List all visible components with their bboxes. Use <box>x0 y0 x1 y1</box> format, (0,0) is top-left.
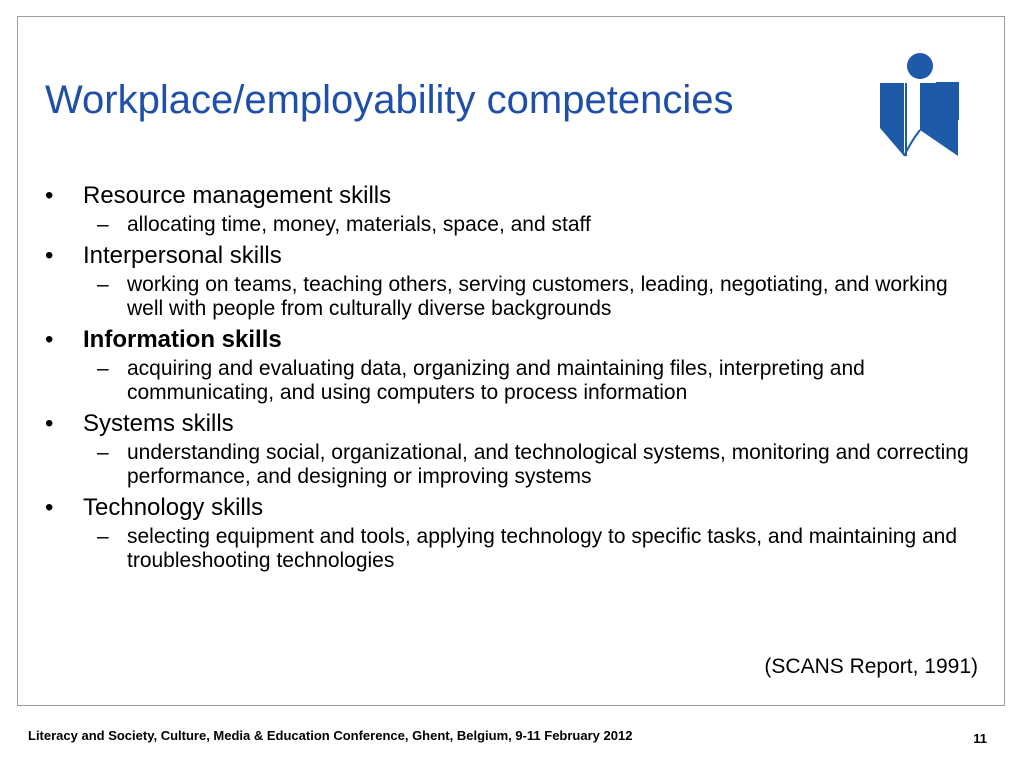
footer-conference: Literacy and Society, Culture, Media & Education Conference, Ghent, Belgium, 9-11 February 2012 <box>28 728 633 743</box>
sub-marker: – <box>97 357 109 380</box>
bullet-heading: Information skills <box>83 326 282 353</box>
sub-item-text: allocating time, money, materials, space, and staff <box>127 213 591 236</box>
sub-item-text: acquiring and evaluating data, organizing and maintaining files, interpreting and communicating, and using computers to process information <box>127 357 865 404</box>
sub-marker: – <box>97 213 109 236</box>
bullet-heading: Technology skills <box>83 494 264 521</box>
sub-item-interpersonal <box>45 273 985 321</box>
sub-item-information <box>45 357 985 405</box>
bullet-item-interpersonal <box>45 241 985 271</box>
bullet-heading: Interpersonal skills <box>83 242 282 269</box>
citation: (SCANS Report, 1991) <box>764 655 978 678</box>
slide-title: Workplace/employability competencies <box>45 78 734 122</box>
bullet-heading: Systems skills <box>83 410 234 437</box>
bullet-marker: • <box>45 242 54 269</box>
sub-marker: – <box>97 441 109 464</box>
sub-item-technology <box>45 525 985 573</box>
bullet-item-technology <box>45 493 985 523</box>
sub-item-text: understanding social, organizational, and technological systems, monitoring and correcting performance, and designing or improving systems <box>127 441 969 488</box>
bullet-marker: • <box>45 182 54 209</box>
sub-item-text: selecting equipment and tools, applying technology to specific tasks, and maintaining and troubleshooting technologies <box>127 525 958 572</box>
bullet-marker: • <box>45 410 54 437</box>
sub-item-text: working on teams, teaching others, serving customers, leading, negotiating, and working well with people from culturally diverse backgrounds <box>127 273 948 320</box>
bullet-heading: Resource management skills <box>83 182 392 209</box>
page-number: 11 <box>973 731 987 746</box>
sub-item-systems <box>45 441 985 489</box>
bullet-marker: • <box>45 494 54 521</box>
bullet-item-information <box>45 325 985 355</box>
sub-item-resource <box>45 213 985 237</box>
bullet-item-resource <box>45 181 985 211</box>
bullet-list <box>45 181 985 577</box>
sub-marker: – <box>97 525 109 548</box>
bullet-marker: • <box>45 326 54 353</box>
sub-marker: – <box>97 273 109 296</box>
person-logo-icon <box>876 50 962 160</box>
bullet-item-systems <box>45 409 985 439</box>
